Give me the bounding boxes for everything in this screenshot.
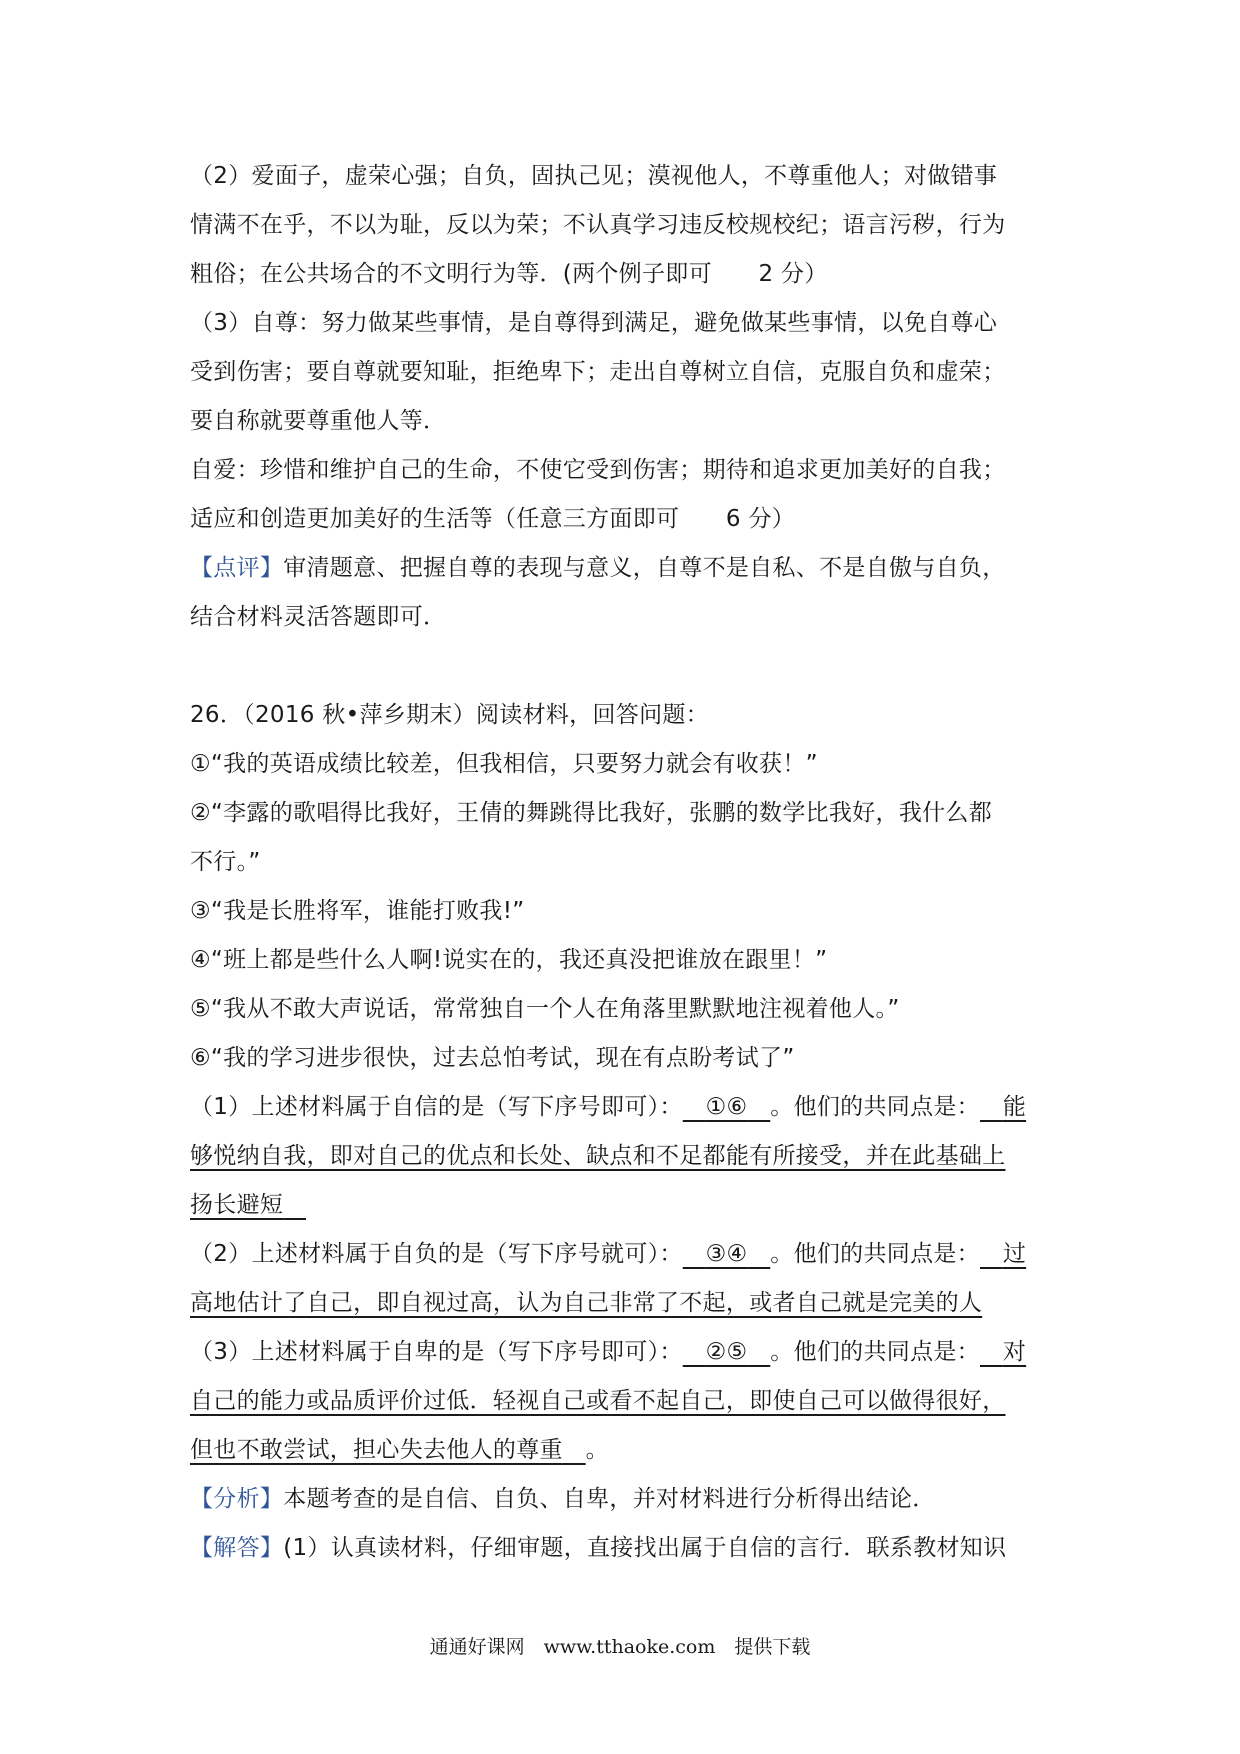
analysis-line [190, 1475, 1060, 1524]
subquestion-2-answer-blank: ③④ [705, 1241, 748, 1267]
answer-p3-line2: 受到伤害；要自尊就要知耻，拒绝卑下；走出自尊树立自信，克服自负和虚荣； [190, 359, 1006, 385]
solution-tag: 【解答】 [190, 1535, 284, 1561]
page-footer: 通通好课网 www.tthaoke.com 提供下载 [429, 1636, 811, 1658]
subquestion-1-common-c: 扬长避短 [190, 1192, 284, 1218]
subquestion-3-prefix: （3）上述材料属于自卑的是（写下序号即可）： [190, 1339, 683, 1365]
subquestion-1-line3 [190, 1181, 1060, 1230]
subquestion-2-prefix: （2）上述材料属于自负的是（写下序号就可）： [190, 1241, 683, 1267]
subquestion-3-line1 [190, 1328, 1060, 1377]
answer-p2-line3: 粗俗；在公共场合的不文明行为等．(两个例子即可 2 分） [190, 261, 828, 287]
subquestion-3-line3 [190, 1426, 1060, 1475]
comment-line1 [190, 544, 1060, 593]
material-4: ④“班上都是些什么人啊!说实在的，我还真没把谁放在跟里！” [190, 947, 828, 973]
comment-line2: 结合材料灵活答题即可． [190, 604, 447, 630]
analysis-tag: 【分析】 [190, 1486, 284, 1512]
material-1: ①“我的英语成绩比较差，但我相信，只要努力就会有收获！” [190, 751, 818, 777]
material-2-line1: ②“李露的歌唱得比我好，王倩的舞跳得比我好，张鹏的数学比我好，我什么都 [190, 800, 993, 826]
answer-p4-line1: 自爱：珍惜和维护自己的生命，不使它受到伤害；期待和追求更加美好的自我； [190, 457, 1006, 483]
subquestion-1-mid: 。他们的共同点是： [770, 1094, 980, 1120]
subquestion-1-common-b: 够悦纳自我，即对自己的优点和长处、缺点和不足都能有所接受，并在此基础上 [190, 1143, 1006, 1169]
subquestion-1-common-a: 能 [1002, 1094, 1027, 1120]
subquestion-1-prefix: （1）上述材料属于自信的是（写下序号即可）： [190, 1094, 683, 1120]
subquestion-2-line1 [190, 1230, 1060, 1279]
analysis-text: 本题考查的是自信、自负、自卑，并对材料进行分析得出结论． [283, 1486, 936, 1512]
answer-p4-line2: 适应和创造更加美好的生活等（任意三方面即可 6 分） [190, 506, 796, 532]
document-body [190, 152, 1060, 1573]
question-26-header: 26．（2016 秋•萍乡期末）阅读材料，回答问题： [190, 702, 709, 728]
answer-p3-line1: （3）自尊：努力做某些事情，是自尊得到满足，避免做某些事情，以免自尊心 [190, 310, 998, 336]
answer-p3-line3: 要自称就要尊重他人等． [190, 408, 447, 434]
subquestion-1-answer-blank: ①⑥ [705, 1094, 748, 1120]
subquestion-3-common-b: 自己的能力或品质评价过低．轻视自己或看不起自己，即使自己可以做得很好， [190, 1388, 1006, 1414]
material-6: ⑥“我的学习进步很快，过去总怕考试，现在有点盼考试了” [190, 1045, 795, 1071]
material-3: ③“我是长胜将军，谁能打败我!” [190, 898, 525, 924]
subquestion-2-common-a: 过 [1002, 1241, 1027, 1267]
comment-text: 审清题意、把握自尊的表现与意义，自尊不是自私、不是自傲与自负， [283, 555, 1006, 581]
subquestion-3-answer-blank: ②⑤ [705, 1339, 748, 1365]
solution-text: (1）认真读材料，仔细审题，直接找出属于自信的言行．联系教材知识 [283, 1535, 1007, 1561]
material-5: ⑤“我从不敢大声说话，常常独自一个人在角落里默默地注视着他人。” [190, 996, 900, 1022]
answer-p2-line2: 情满不在乎，不以为耻，反以为荣；不认真学习违反校规校纪；语言污秽，行为 [190, 212, 1006, 238]
subquestion-1-line1 [190, 1083, 1060, 1132]
comment-tag: 【点评】 [190, 555, 284, 581]
subquestion-2-common-b: 高地估计了自己，即自视过高，认为自己非常了不起，或者自己就是完美的人 [190, 1290, 983, 1316]
subquestion-3-common-a: 对 [1002, 1339, 1027, 1365]
subquestion-3-end: 。 [585, 1437, 609, 1463]
material-2-line2: 不行。” [190, 849, 261, 875]
answer-p2-line1: （2）爱面子，虚荣心强；自负，固执己见；漠视他人，不尊重他人；对做错事 [190, 163, 998, 189]
subquestion-3-common-c: 但也不敢尝试，担心失去他人的尊重 [190, 1437, 563, 1463]
solution-line [190, 1524, 1060, 1573]
subquestion-2-mid: 。他们的共同点是： [770, 1241, 980, 1267]
subquestion-3-mid: 。他们的共同点是： [770, 1339, 980, 1365]
